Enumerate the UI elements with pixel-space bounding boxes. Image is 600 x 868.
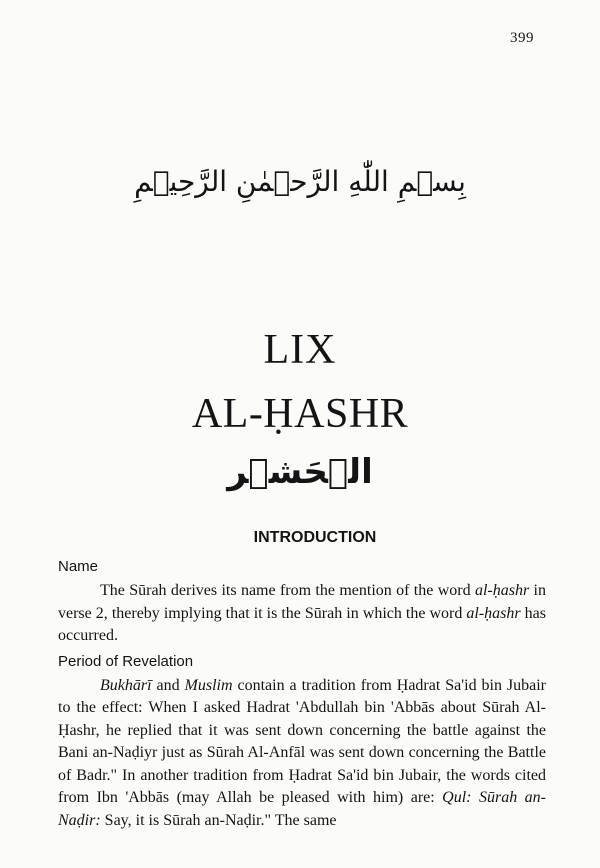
basmala-calligraphy: بِسۡمِ اللّٰهِ الرَّحۡمٰنِ الرَّحِيۡمِ <box>134 165 466 198</box>
section-heading-name: Name <box>58 558 99 575</box>
page-number: 399 <box>510 30 534 46</box>
paragraph-period <box>58 675 546 833</box>
text-run: contain a tradition from Ḥadrat Sa'id bin Jubair to the effect: When I asked Hadrat 'Abdullah bin 'Abbās about Sūrah Al-Ḥashr, he replied that it was sent down concerning the battle against the Bani an-Naḍiyr just as Sūrah Al-Anfāl was sent down concerning the Battle of Badr." In another tradition from Ḥadrat Sa'id bin Jubair, the words cited from Ibn 'Abbās (may Allah be pleased with him) are: <box>58 676 546 806</box>
text-run: Say, it is Sūrah an-Naḍir." The same <box>100 811 337 829</box>
italic-term: Bukhārī <box>100 676 152 694</box>
text-run: and <box>151 676 185 694</box>
chapter-number: LIX <box>263 327 337 373</box>
section-heading-period: Period of Revelation <box>58 652 194 670</box>
paragraph-name <box>58 580 546 648</box>
italic-term: al-ḥashr <box>466 604 521 622</box>
surah-title-arabic: الۡحَشۡر <box>227 452 373 492</box>
introduction-heading: INTRODUCTION <box>253 529 377 546</box>
text-run: has occurred. <box>58 604 547 644</box>
italic-term: al-ḥashr <box>474 582 530 599</box>
surah-title: AL-ḤASHR <box>191 391 409 437</box>
italic-term: Qul: Sūrah an-Naḍir: <box>58 789 546 829</box>
page-body <box>58 556 546 832</box>
italic-term: Muslim <box>184 676 233 694</box>
text-run: The Sūrah derives its name from the mention of the word <box>100 582 475 599</box>
text-run: in verse 2, thereby implying that it is the Sūrah in which the word <box>58 582 547 622</box>
